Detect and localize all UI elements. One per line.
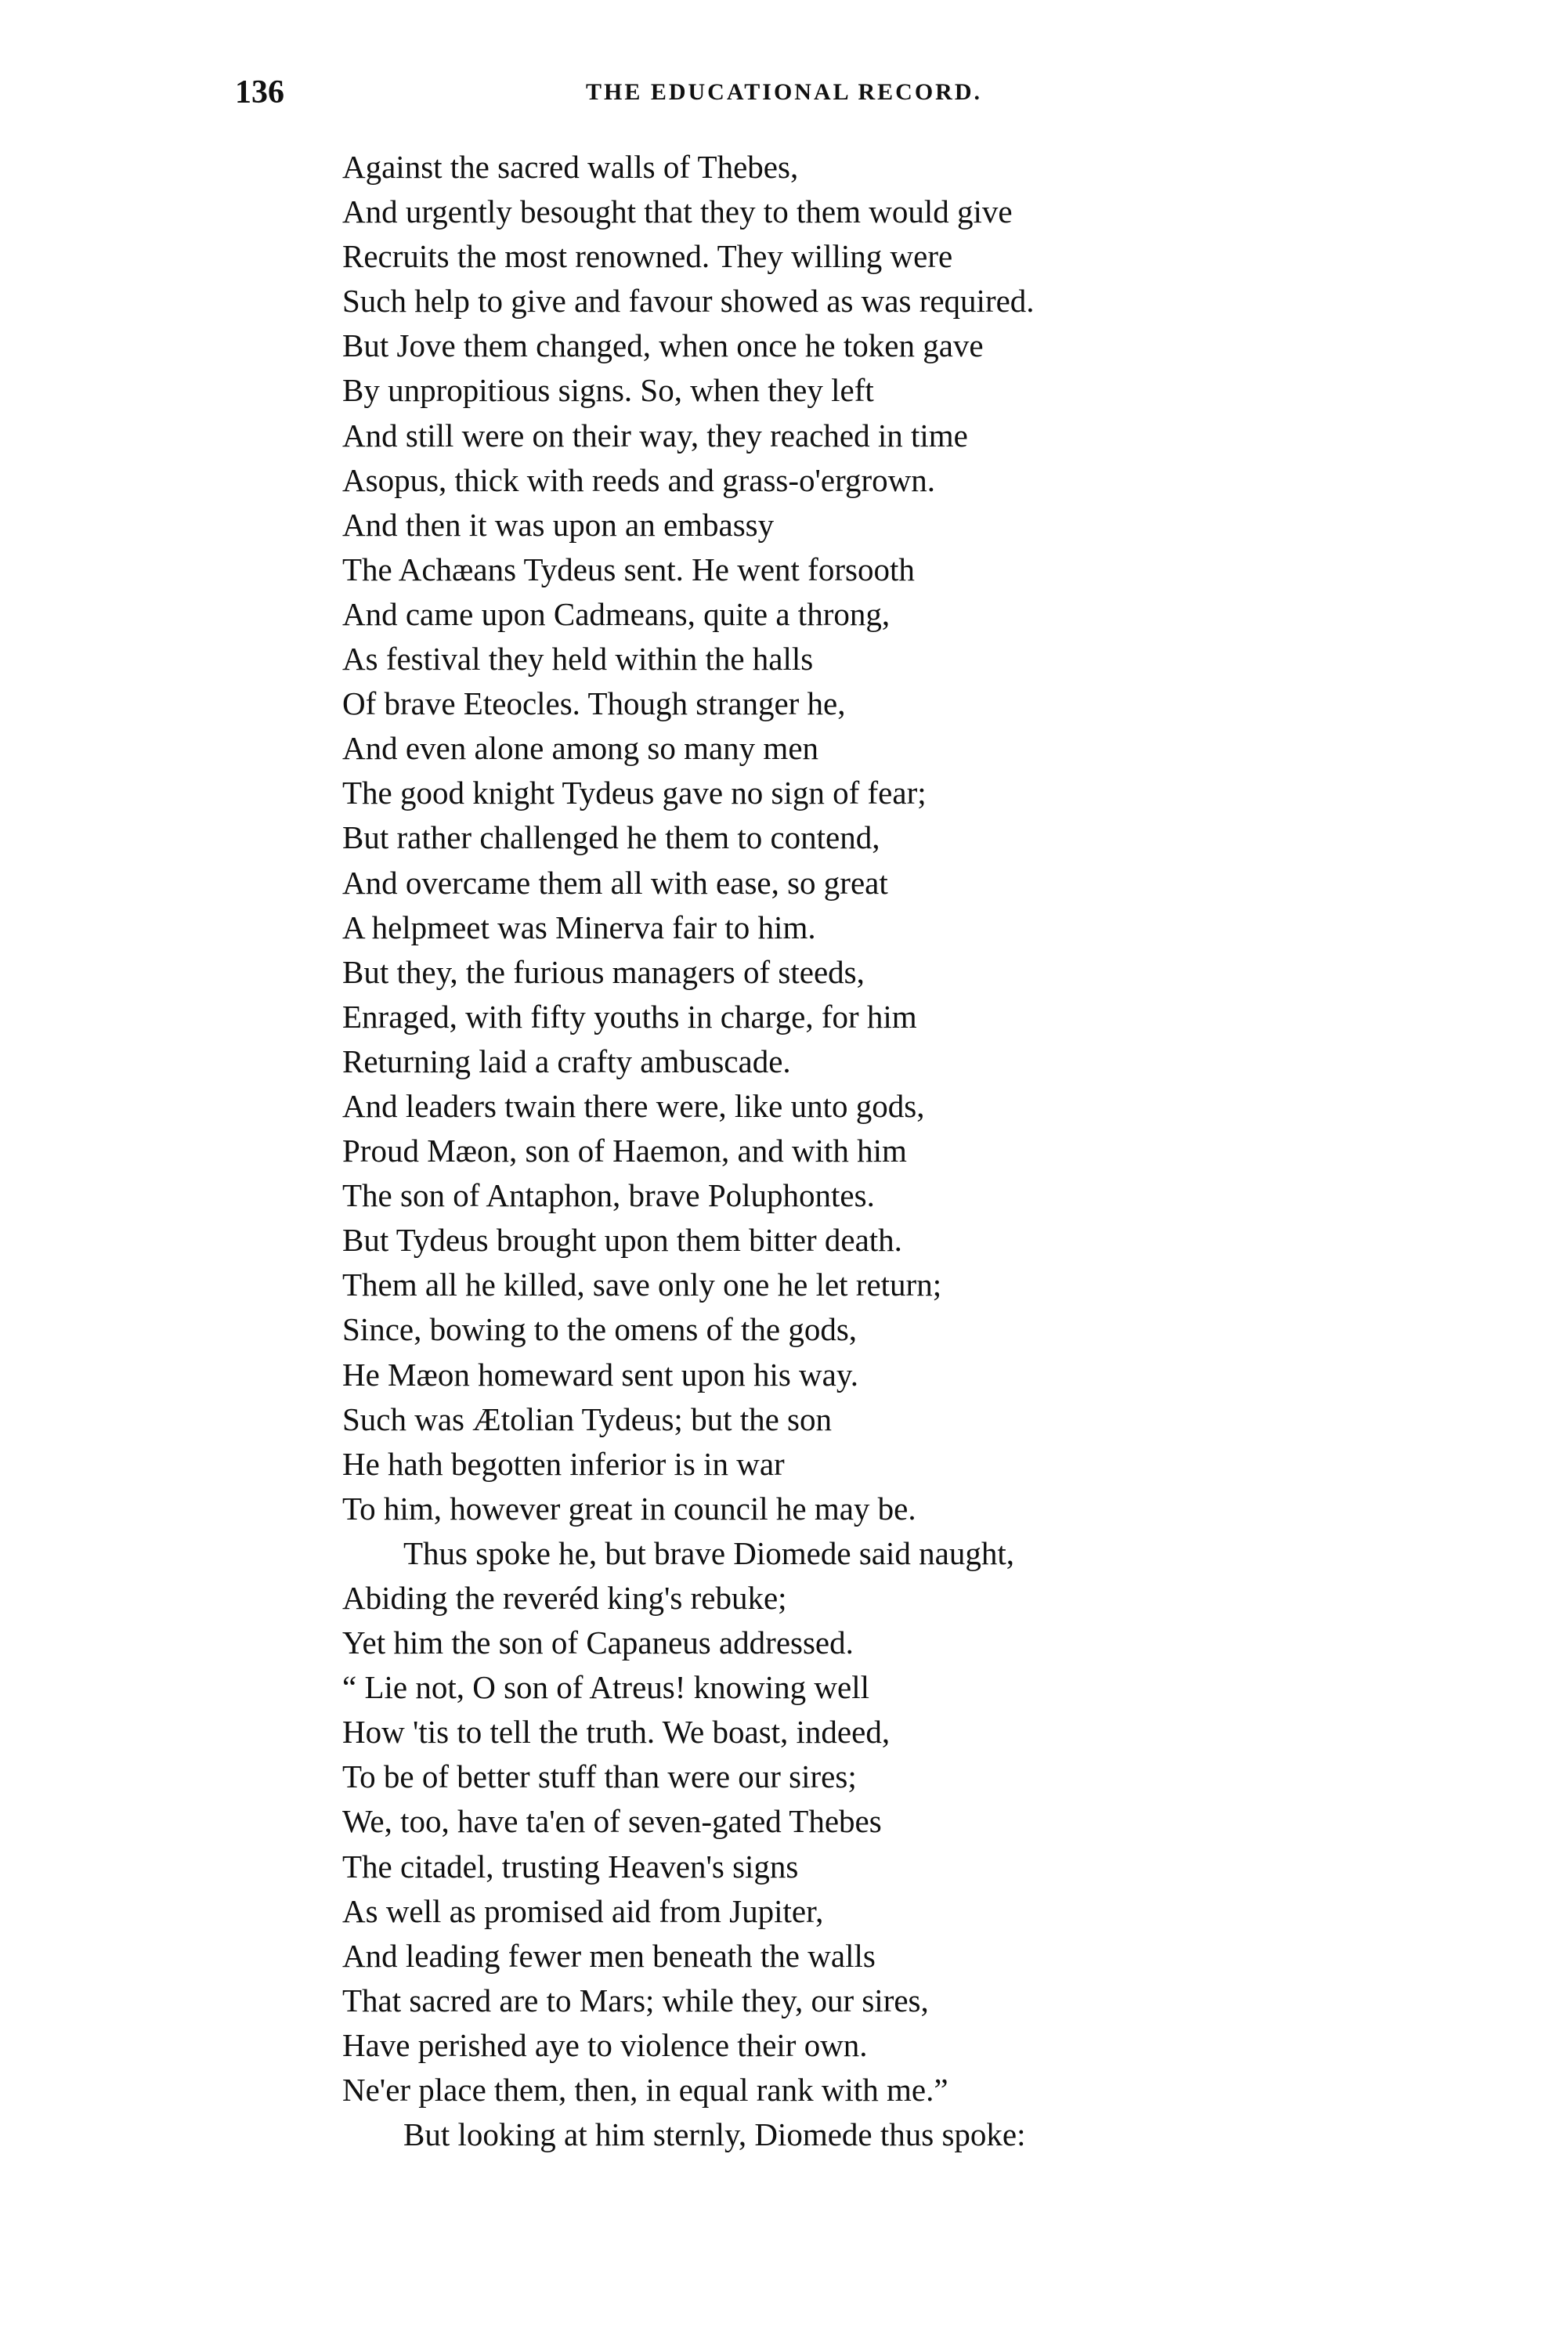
poem-line: How 'tis to tell the truth. We boast, indeed, bbox=[342, 1714, 891, 1751]
poem-line: To be of better stuff than were our sires; bbox=[342, 1758, 857, 1795]
poem-line: Asopus, thick with reeds and grass-o'ergrown. bbox=[342, 461, 936, 498]
poem-line: The good knight Tydeus gave no sign of fear; bbox=[342, 775, 927, 811]
poem-line: Against the sacred walls of Thebes, bbox=[342, 149, 799, 185]
poem-line: We, too, have ta'en of seven-gated Thebes bbox=[342, 1803, 882, 1840]
poem-line: Enraged, with fifty youths in charge, for him bbox=[342, 998, 917, 1035]
poem-line: The son of Antaphon, brave Poluphontes. bbox=[342, 1177, 875, 1214]
poem-line: He hath begotten inferior is in war bbox=[342, 1445, 785, 1482]
poem-line: Since, bowing to the omens of the gods, bbox=[342, 1311, 858, 1348]
poem-line: As festival they held within the halls bbox=[342, 641, 814, 678]
poem-line: Abiding the reveréd king's rebuke; bbox=[342, 1580, 787, 1616]
poem-line: Such was Ætolian Tydeus; but the son bbox=[342, 1400, 833, 1437]
poem-line: And leading fewer men beneath the walls bbox=[342, 1937, 876, 1974]
poem-line: And then it was upon an embassy bbox=[342, 506, 775, 543]
poem-line: But they, the furious managers of steeds, bbox=[342, 953, 865, 990]
poem-line: And came upon Cadmeans, quite a throng, bbox=[342, 595, 891, 632]
poem-line: But looking at him sternly, Diomede thus spoke: bbox=[403, 2116, 1026, 2153]
poem-line: And still were on their way, they reached in time bbox=[342, 417, 968, 454]
poem-line: And urgently besought that they to them would give bbox=[342, 193, 1013, 230]
poem-line: But rather challenged he them to contend, bbox=[342, 819, 880, 856]
poem-line: He Mæon homeward sent upon his way. bbox=[342, 1356, 858, 1393]
poem-text bbox=[342, 145, 1360, 2157]
poem-line: Proud Mæon, son of Haemon, and with him bbox=[342, 1133, 907, 1169]
poem-line: A helpmeet was Minerva fair to him. bbox=[342, 909, 816, 945]
page-number: 136 bbox=[235, 74, 284, 110]
poem-line: Yet him the son of Capaneus addressed. bbox=[342, 1624, 854, 1661]
poem-line: But Jove them changed, when once he token gave bbox=[342, 327, 984, 364]
poem-line: Recruits the most renowned. They willing were bbox=[342, 238, 953, 275]
poem-line: The citadel, trusting Heaven's signs bbox=[342, 1848, 799, 1885]
page-header bbox=[0, 69, 1568, 116]
poem-line: By unpropitious signs. So, when they left bbox=[342, 372, 874, 409]
poem-line: Ne'er place them, then, in equal rank with me.” bbox=[342, 2072, 948, 2109]
poem-line: The Achæans Tydeus sent. He went forsooth bbox=[342, 551, 915, 587]
poem-line: And even alone among so many men bbox=[342, 730, 819, 767]
poem-line: Such help to give and favour showed as was required. bbox=[342, 283, 1035, 320]
running-head: THE EDUCATIONAL RECORD. bbox=[585, 79, 982, 105]
poem-line: Of brave Eteocles. Though stranger he, bbox=[342, 685, 846, 722]
poem-line: Have perished aye to violence their own. bbox=[342, 2026, 868, 2063]
poem-line: And leaders twain there were, like unto gods, bbox=[342, 1087, 925, 1124]
poem-line: And overcame them all with ease, so great bbox=[342, 864, 888, 901]
poem-line: “ Lie not, O son of Atreus! knowing well bbox=[342, 1669, 869, 1706]
poem-line: Thus spoke he, but brave Diomede said naught, bbox=[403, 1534, 1014, 1571]
poem-line: But Tydeus brought upon them bitter death. bbox=[342, 1222, 902, 1259]
poem-line: That sacred are to Mars; while they, our sires, bbox=[342, 1982, 929, 2018]
poem-line: Them all he killed, save only one he let return; bbox=[342, 1267, 942, 1303]
poem-line: As well as promised aid from Jupiter, bbox=[342, 1892, 824, 1929]
poem-line: Returning laid a crafty ambuscade. bbox=[342, 1043, 791, 1079]
poem-line: To him, however great in council he may be. bbox=[342, 1490, 916, 1527]
